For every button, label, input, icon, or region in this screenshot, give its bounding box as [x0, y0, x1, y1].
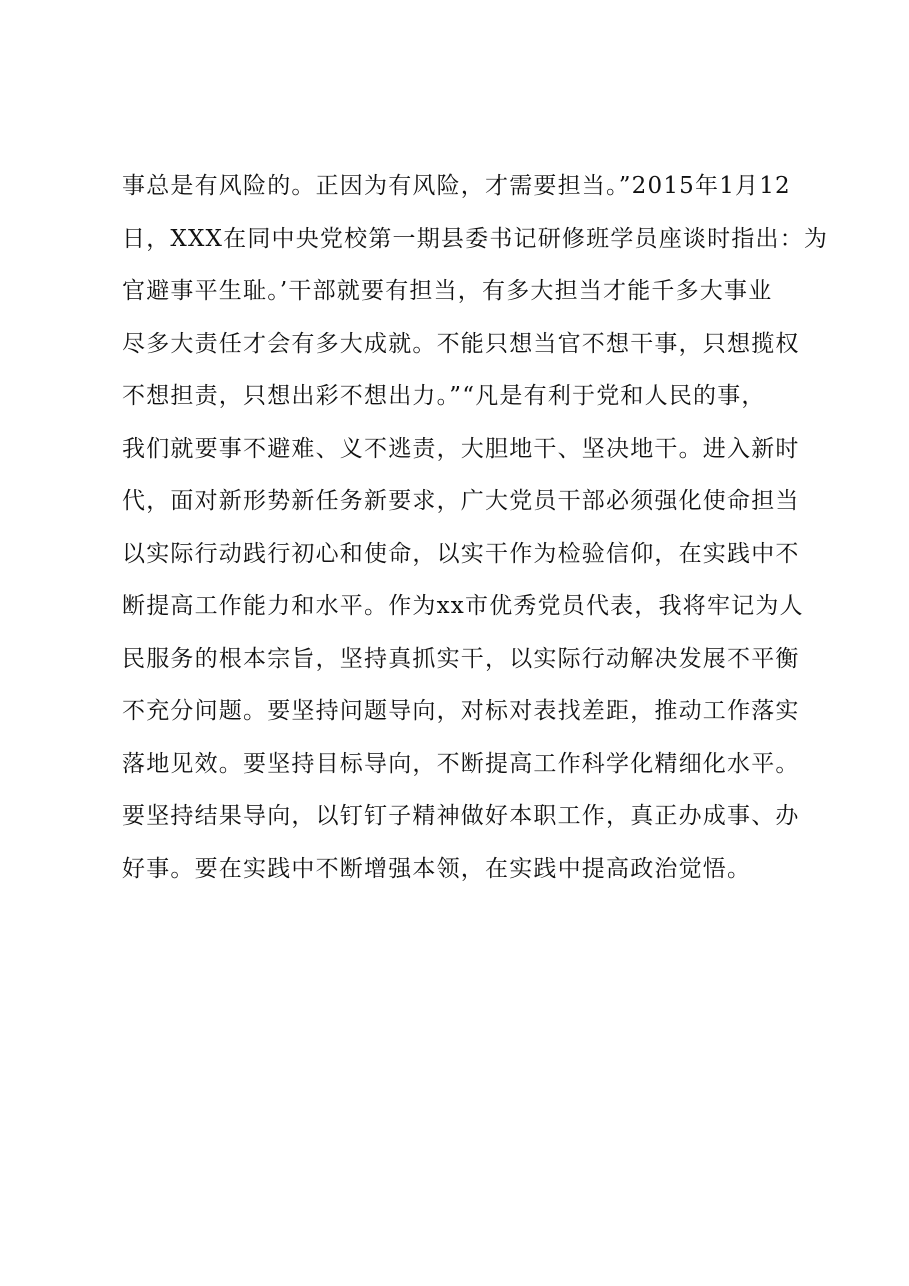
text-line: 以实际行动践行初心和使命，以实干作为检验信仰，在实践中不: [122, 540, 800, 567]
text-line: 要坚持结果导向，以钉钉子精神做好本职工作，真正办成事、办: [122, 803, 800, 829]
text-line: 代，面对新形势新任务新要求，广大党员干部必须强化使命担当: [122, 488, 800, 514]
text-line: 日，XXX在同中央党校第一期县委书记研修班学员座谈时指出：为: [122, 225, 829, 252]
text-line: 好事。要在实践中不断增强本领，在实践中提高政治觉悟。: [122, 855, 752, 882]
body-paragraph: [122, 160, 829, 895]
text-line: 断提高工作能力和水平。作为xx市优秀党员代表，我将牢记为人: [122, 593, 804, 619]
text-line: 落地见效。要坚持目标导向，不断提高工作科学化精细化水平。: [122, 750, 800, 777]
text-line: 尽多大责任才会有多大成就。不能只想当官不想干事，只想揽权: [122, 330, 800, 357]
text-line: 官避事平生耻。’干部就要有担当，有多大担当才能千多大事业: [122, 278, 773, 304]
text-line: 民服务的根本宗旨，坚持真抓实干，以实际行动解决发展不平衡: [122, 645, 800, 672]
text-line: 不想担责，只想出彩不想出力。”“凡是有利于党和人民的事，: [122, 383, 766, 409]
text-line: 不充分问题。要坚持问题导向，对标对表找差距，推动工作落实: [122, 698, 800, 724]
text-line: 我们就要事不避难、义不逃责，大胆地干、坚决地干。进入新时: [122, 435, 800, 462]
text-line: 事总是有风险的。正因为有风险，才需要担当。”2015年1月12: [122, 173, 791, 199]
